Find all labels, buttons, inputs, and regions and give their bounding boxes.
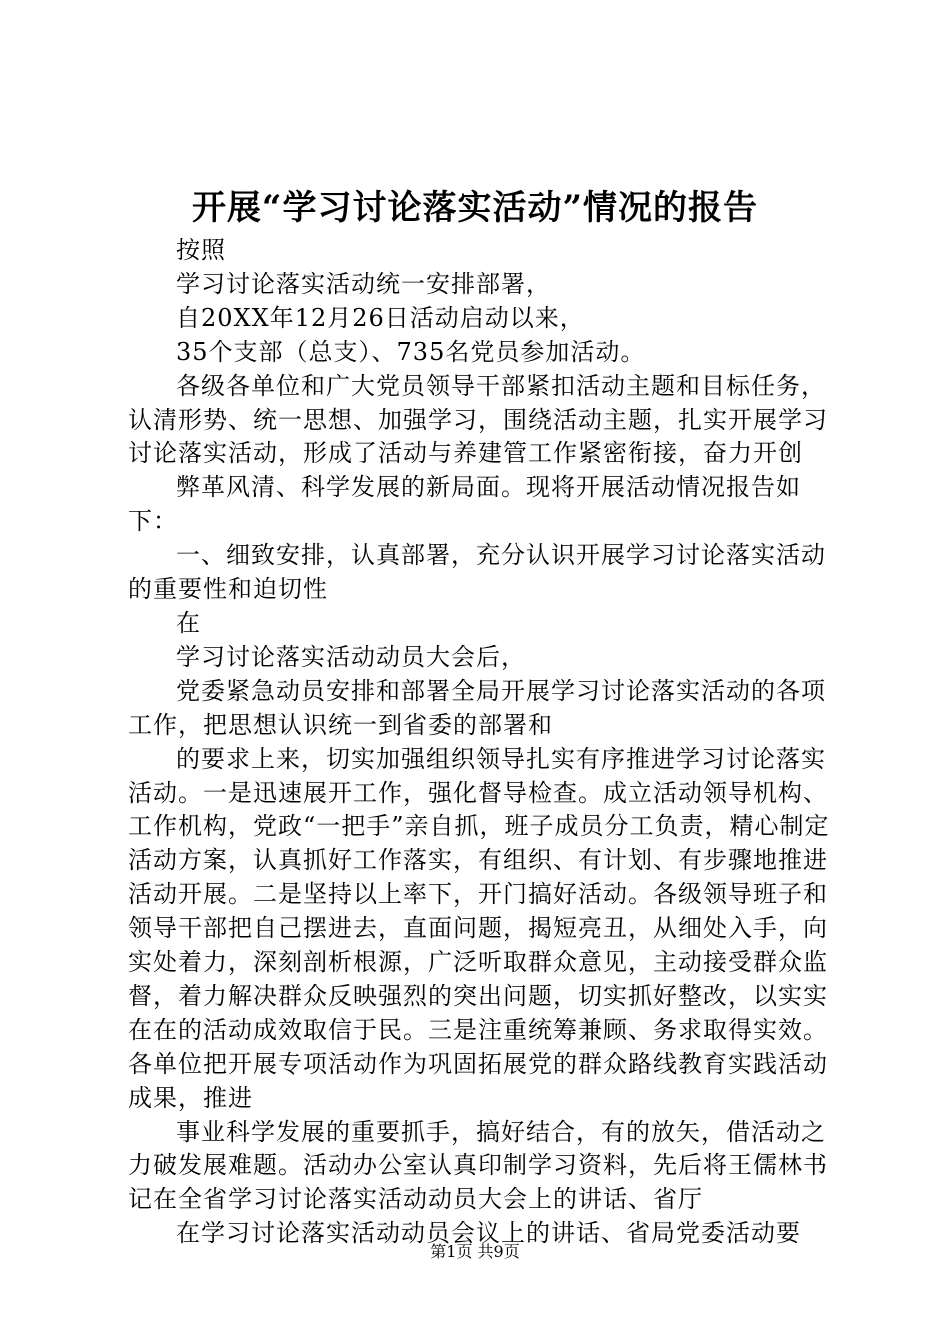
paragraph: 党委紧急动员安排和部署全局开展学习讨论落实活动的各项工作，把思想认识统一到省委的部署和: [128, 676, 826, 739]
page-number-footer: 第1页 共9页: [430, 1242, 520, 1261]
paragraph: 各级各单位和广大党员领导干部紧扣活动主题和目标任务，认清形势、统一思想、加强学习，围绕活动主题，扎实开展学习讨论落实活动，形成了活动与养建管工作紧密衔接，奋力开创: [128, 371, 828, 468]
document-body: [128, 234, 848, 1251]
paragraph: 一、细致安排，认真部署，充分认识开展学习讨论落实活动的重要性和迫切性: [128, 541, 826, 604]
paragraph: 事业科学发展的重要抓手，搞好结合，有的放矢，借活动之力破发展难题。活动办公室认真印制学习资料，先后将王儒林书记在全省学习讨论落实活动动员大会上的讲话、省厅: [128, 1117, 828, 1214]
paragraph: 在: [176, 608, 201, 637]
paragraph: 弊革风清、科学发展的新局面。现将开展活动情况报告如下：: [128, 473, 801, 536]
paragraph: 学习讨论落实活动动员大会后，: [176, 642, 526, 671]
paragraph: 在学习讨论落实活动动员会议上的讲话、省局党委活动要: [176, 1219, 801, 1248]
paragraph: 按照: [176, 236, 226, 264]
paragraph: 学习讨论落实活动统一安排部署，: [176, 269, 551, 298]
paragraph: 自20XX年12月26日活动启动以来，: [176, 303, 585, 332]
paragraph: 的要求上来，切实加强组织领导扎实有序推进学习讨论落实活动。一是迅速展开工作，强化督导检查。成立活动领导机构、工作机构，党政“一把手”亲自抓，班子成员分工负责，精心制定活动方案，认真抓好工作落实，有组织、有计划、有步骤地推进活动开展。二是坚持以上率下，开门搞好活动。各级领导班子和领导干部把自己摆进去，直面问题，揭短亮丑，从细处入手，向实处着力，深刻剖析根源，广泛听取群众意见，主动接受群众监督，着力解决群众反映强烈的突出问题，切实抓好整改，以实实在在的活动成效取信于民。三是注重统筹兼顾、务求取得实效。各单位把开展专项活动作为巩固拓展党的群众路线教育实践活动成果，推进: [128, 744, 830, 1112]
document-title: 开展“学习讨论落实活动”情况的报告: [191, 188, 759, 228]
paragraph: 35个支部（总支）、735名党员参加活动。: [176, 337, 646, 366]
